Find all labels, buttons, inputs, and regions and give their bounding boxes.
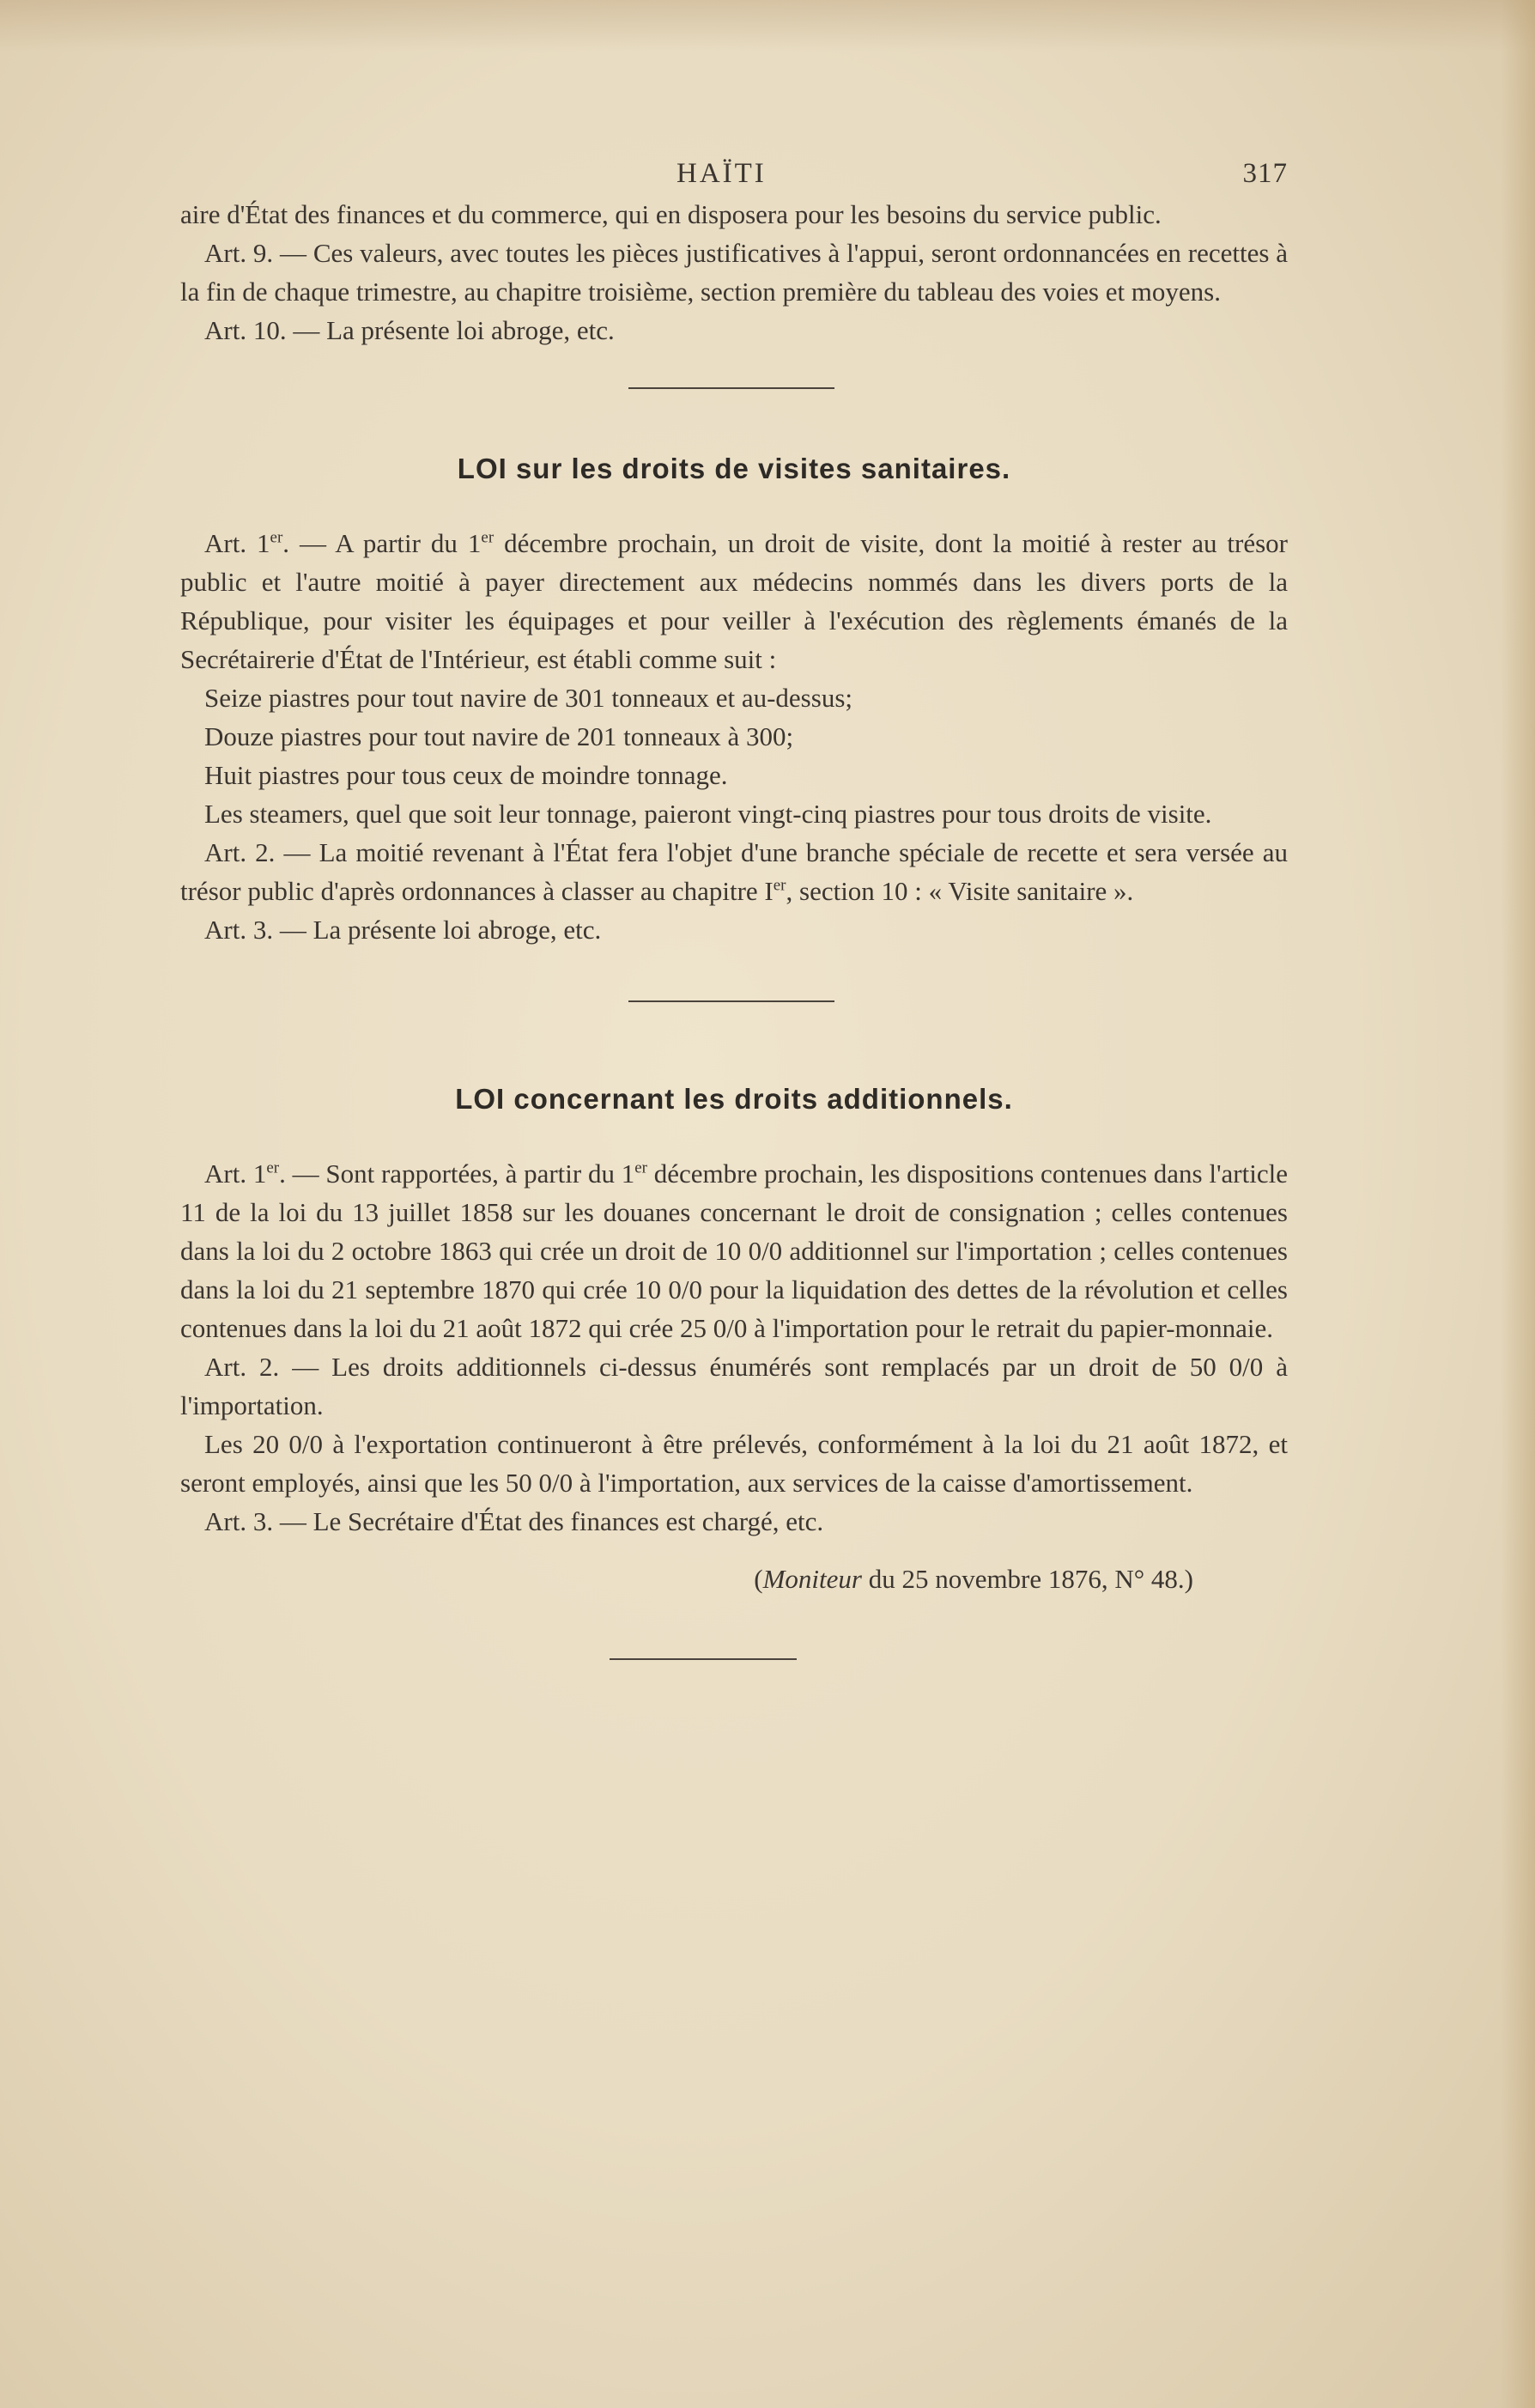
- section-title-droits-additionnels: LOI concernant les droits additionnels.: [455, 1083, 1013, 1115]
- visites-article-3: Art. 3. — La présente loi abroge, etc.: [204, 915, 602, 945]
- visites-article-2: [180, 833, 1288, 910]
- ordinal-superscript: er: [481, 528, 494, 547]
- article-text: décembre prochain, un droit de visite, dont la moitié à rester au trésor public et l'autre moitié à payer directement aux médecins nommés dans les divers ports de la République, pour visiter les équipages et pour veiller à l'exécution des règlements émanés de la Secrétairerie d'État de l'Intérieur, est établi comme suit :: [180, 528, 1288, 674]
- ordinal-superscript: er: [773, 876, 786, 895]
- article-text: décembre prochain, les dispositions contenues dans l'article 11 de la loi du 13 juillet 1858 sur les douanes concernant le droit de consignation ; celles contenues dans la loi du 2 octobre 1863 qui crée un droit de 10 0/0 additionnel sur l'importation ; celles contenues dans la loi du 21 septembre 1870 qui crée 10 0/0 pour la liquidation des dettes de la révolution et celles contenues dans la loi du 21 août 1872 qui crée 25 0/0 à l'importation pour le retrait du papier-monnaie.: [180, 1158, 1288, 1343]
- tariff-line-1: Seize piastres pour tout navire de 301 tonneaux et au-dessus;: [204, 683, 852, 713]
- page-number: 317: [1242, 158, 1288, 189]
- closing-rule: [610, 1658, 797, 1660]
- source-citation: (Moniteur du 25 novembre 1876, N° 48.): [754, 1564, 1193, 1594]
- ordinal-superscript: er: [634, 1158, 648, 1177]
- visites-article-1: [180, 524, 1288, 678]
- droits-article-1: [180, 1154, 1288, 1347]
- running-header: [180, 155, 1288, 193]
- droits-article-2-continued: Les 20 0/0 à l'exportation continueront à être prélevés, conformément à la loi du 21 août 1872, et seront employés, ainsi que les 50 0/0 à l'importation, aux services de la caisse d'amortissement.: [180, 1429, 1288, 1498]
- section-divider: [628, 387, 834, 389]
- intro-paragraph-1: aire d'État des finances et du commerce, qui en disposera pour les besoins du service public.: [180, 199, 1162, 229]
- intro-article-10: Art. 10. — La présente loi abroge, etc.: [204, 315, 615, 345]
- article-text: , section 10 : « Visite sanitaire ».: [786, 876, 1134, 906]
- page-text: [180, 155, 1288, 1660]
- article-label: Art. 1: [204, 1158, 267, 1189]
- journal-name: Moniteur: [762, 1564, 862, 1594]
- article-text: . — Sont rapportées, à partir du 1: [279, 1158, 635, 1189]
- page-shadow-right: [1501, 0, 1535, 2408]
- droits-article-2: Art. 2. — Les droits additionnels ci-dessus énumérés sont remplacés par un droit de 50 0/0 à l'importation.: [180, 1352, 1288, 1420]
- ordinal-superscript: er: [266, 1158, 280, 1177]
- ordinal-superscript: er: [270, 528, 283, 547]
- page-shadow-top: [0, 0, 1535, 52]
- section-title-visites: LOI sur les droits de visites sanitaires.: [457, 453, 1011, 484]
- running-title: HAÏTI: [676, 158, 767, 189]
- tariff-line-3: Huit piastres pour tous ceux de moindre tonnage.: [204, 760, 728, 790]
- article-text: . — A partir du 1: [282, 528, 482, 558]
- section-divider: [628, 1000, 834, 1002]
- tariff-line-2: Douze piastres pour tout navire de 201 tonneaux à 300;: [204, 721, 794, 751]
- intro-article-9: Art. 9. — Ces valeurs, avec toutes les pièces justificatives à l'appui, seront ordonnancées en recettes à la fin de chaque trimestre, au chapitre troisième, section première du tableau des voies et moyens.: [180, 238, 1288, 307]
- article-text: Art. 2. — La moitié revenant à l'État fera l'objet d'une branche spéciale de recette et sera versée au trésor public d'après ordonnances à classer au chapitre I: [180, 837, 1288, 906]
- article-label: Art. 1: [204, 528, 270, 558]
- tariff-line-4: Les steamers, quel que soit leur tonnage, paieront vingt-cinq piastres pour tous droits de visite.: [204, 799, 1212, 829]
- droits-article-3: Art. 3. — Le Secrétaire d'État des finances est chargé, etc.: [204, 1506, 824, 1536]
